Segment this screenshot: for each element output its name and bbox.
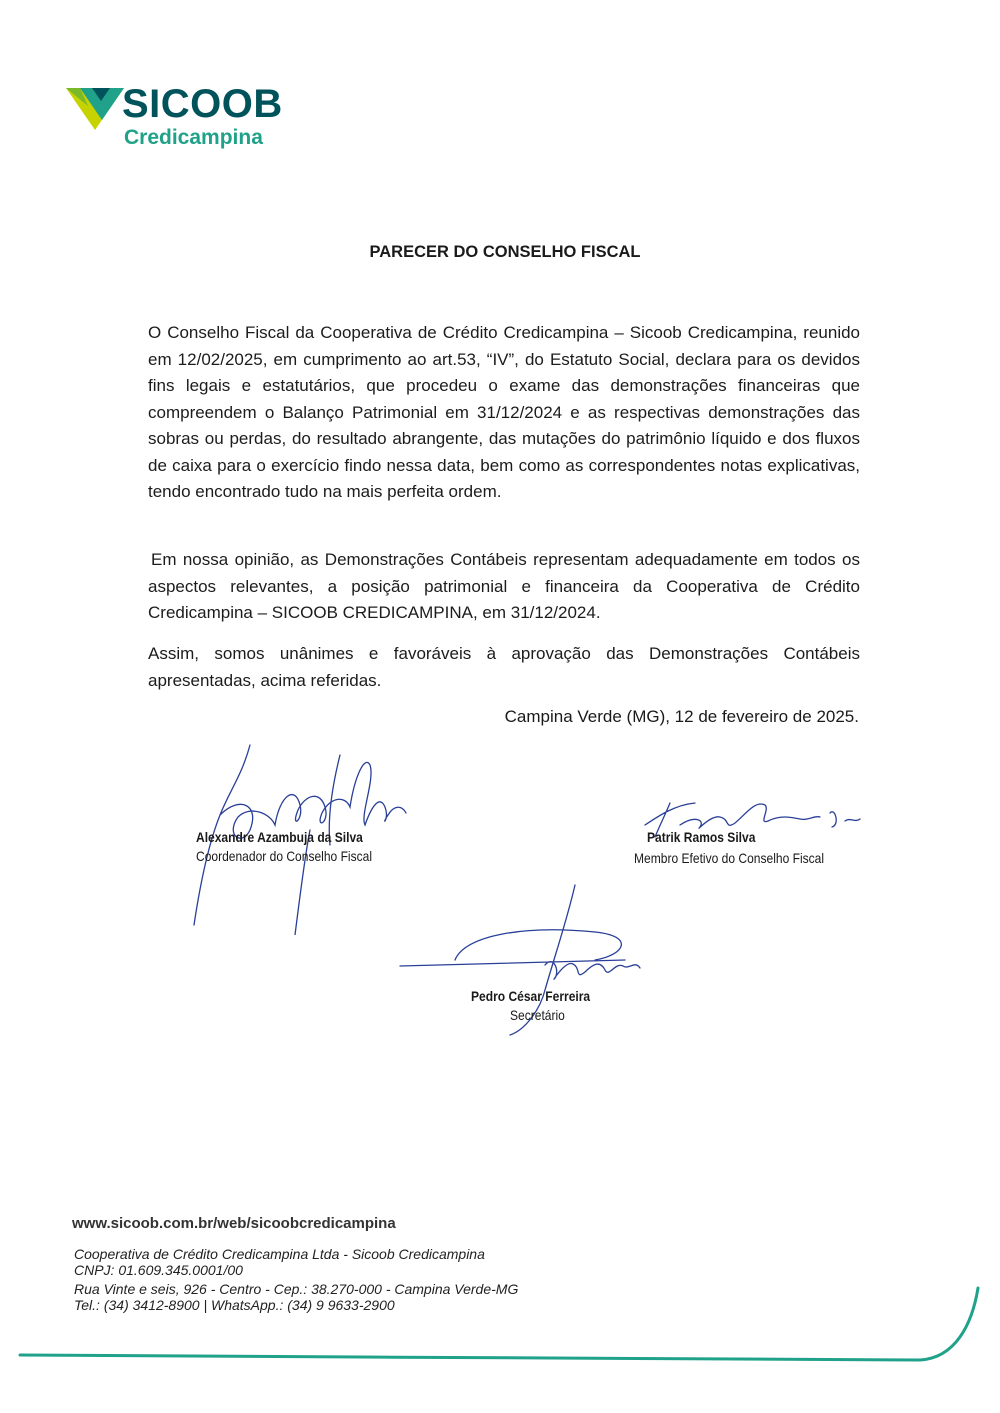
footer-cnpj-line: CNPJ: 01.609.345.0001/00 xyxy=(74,1262,243,1278)
document-title: PARECER DO CONSELHO FISCAL xyxy=(369,243,641,261)
footer-accent-curve xyxy=(0,1280,1000,1380)
signature-2-name: Patrik Ramos Silva xyxy=(647,829,756,845)
signature-2-role: Membro Efetivo do Conselho Fiscal xyxy=(634,850,825,866)
footer-address-line: Rua Vinte e seis, 926 - Centro - Cep.: 38.270-000 - Campina Verde-MG xyxy=(74,1281,519,1297)
place-date: Campina Verde (MG), 12 de fevereiro de 2025. xyxy=(504,707,859,726)
logo-subbrand-text: Credicampina xyxy=(124,126,263,149)
footer-company-line: Cooperativa de Crédito Credicampina Ltda - Sicoob Credicampina xyxy=(74,1246,485,1262)
logo-brand-text: SICOOB xyxy=(122,82,283,126)
signature-3-name: Pedro César Ferreira xyxy=(471,988,591,1004)
footer-website: www.sicoob.com.br/web/sicoobcredicampina xyxy=(72,1215,396,1232)
sicoob-triangle-icon xyxy=(66,84,124,130)
signature-1-role: Coordenador do Conselho Fiscal xyxy=(196,848,373,864)
signature-1-name: Alexandre Azambuja da Silva xyxy=(196,829,363,845)
sicoob-logo xyxy=(66,80,296,160)
paragraph-3: Assim, somos unânimes e favoráveis à aprovação das Demonstrações Contábeis apresentadas, acima referidas. xyxy=(148,644,860,690)
signature-3-role: Secretário xyxy=(510,1007,565,1023)
paragraph-2: Em nossa opinião, as Demonstrações Contábeis representam adequadamente em todos os aspectos relevantes, a posição patrimonial e financeira da Cooperativa de Crédito Credicampina – SICOOB CREDICAMPINA, em 31/12/2024. xyxy=(148,550,860,622)
footer-phone-line: Tel.: (34) 3412-8900 | WhatsApp.: (34) 9 9633-2900 xyxy=(74,1297,395,1313)
paragraph-1: O Conselho Fiscal da Cooperativa de Crédito Credicampina – Sicoob Credicampina, reunido em 12/02/2025, em cumprimento ao art.53, “IV”, do Estatuto Social, declara para os devidos fins legais e estatutários, que procedeu o exame das demonstrações financeiras que compreendem o Balanço Patrimonial em 31/12/2024 e as respectivas demonstrações das sobras ou perdas, do resultado abrangente, das mutações do patrimônio líquido e dos fluxos de caixa para o exercício findo nessa data, bem como as correspondentes notas explicativas, tendo encontrado tudo na mais perfeita ordem. xyxy=(148,323,860,501)
